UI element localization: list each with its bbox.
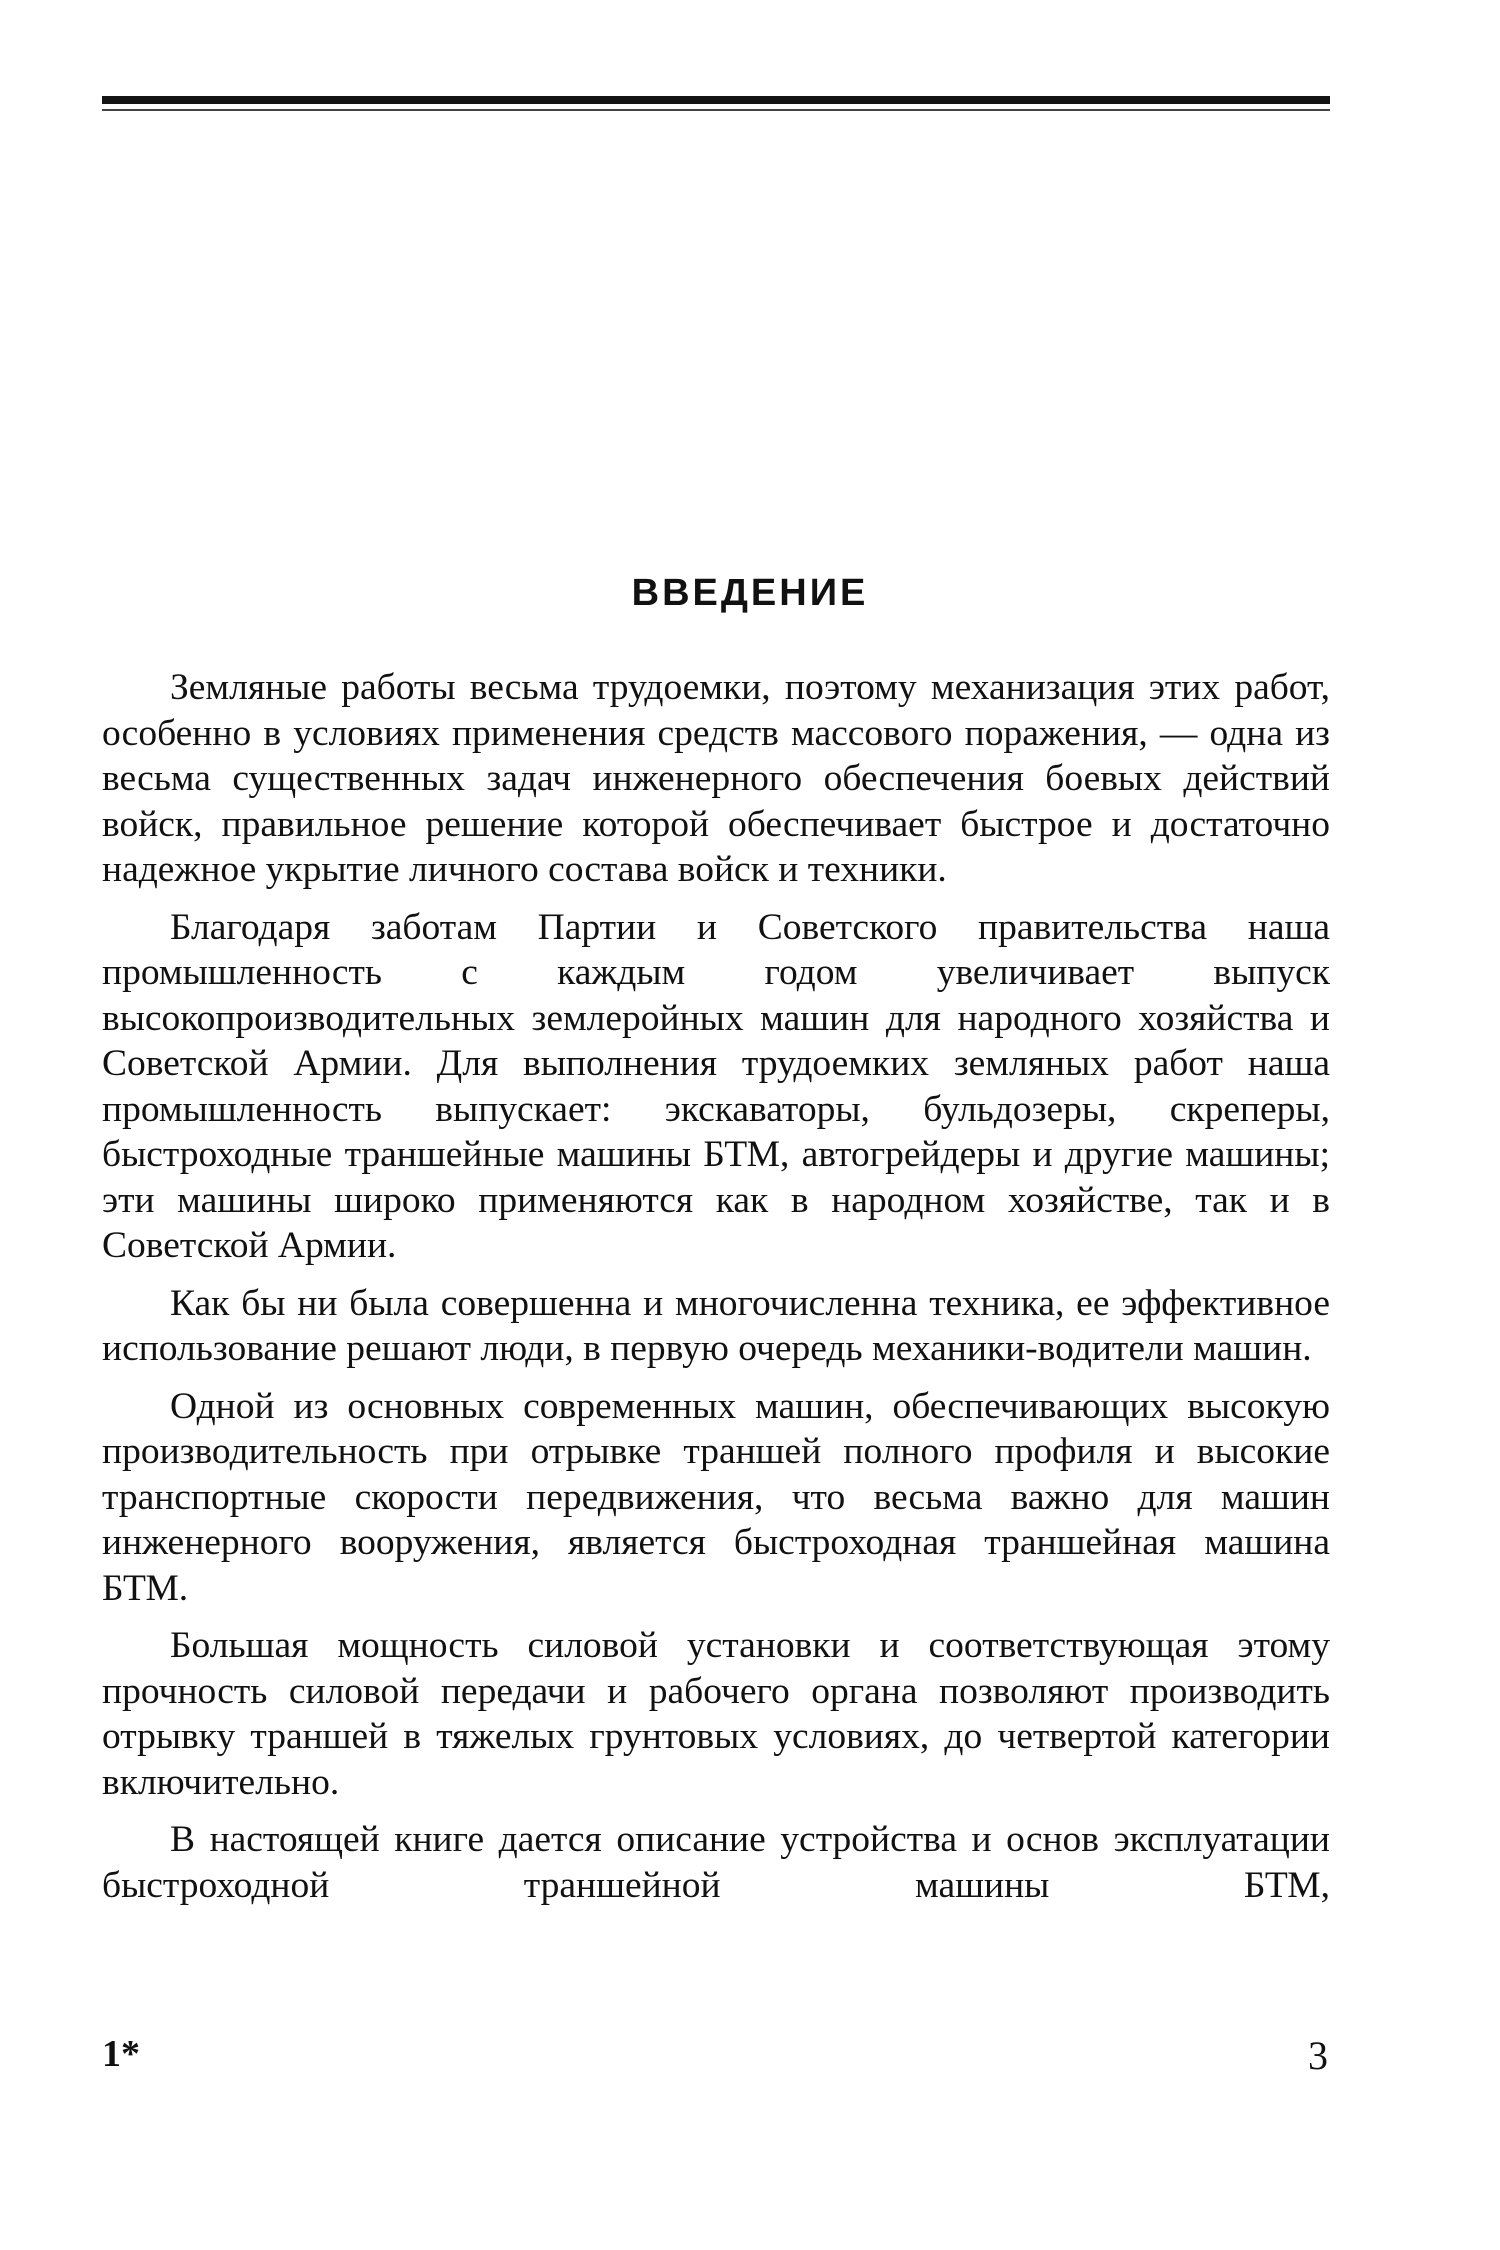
paragraph-3: Как бы ни была совершенна и многочисленна техника, ее эффективное использование решают люди, в первую очередь механики-водители машин.	[102, 1282, 1330, 1369]
paragraph-4: Одной из основных современных машин, обеспечивающих высокую производительность при отрывке траншей полного профиля и высокие транспортные скорости передвижения, что весьма важно для машин инженерного вооружения, является быстроходная траншейная машина БТМ.	[102, 1385, 1330, 1609]
paragraph-2: Благодаря заботам Партии и Советского правительства наша промышленность с каждым годом увеличивает выпуск высокопроизводительных землеройных машин для народного хозяйства и Советской Армии. Для выполнения трудоемких земляных работ наша промышленность выпускает: экскаваторы, бульдозеры, скреперы, быстроходные траншейные машины БТМ, автогрейдеры и другие машины; эти машины широко применяются как в народном хозяйстве, так и в Советской Армии.	[102, 906, 1330, 1266]
signature-mark: 1*	[102, 2033, 140, 2075]
page-number: 3	[1308, 2033, 1328, 2078]
top-rule	[102, 96, 1330, 104]
paragraph-6: В настоящей книге дается описание устройства и основ эксплуатации быстроходной траншейной машины БТМ,	[102, 1819, 1330, 1906]
body-text	[102, 665, 1330, 1920]
top-rule-thin	[102, 109, 1330, 111]
chapter-title: ВВЕДЕНИЕ	[631, 572, 869, 614]
paragraph-5: Большая мощность силовой установки и соответствующая этому прочность силовой передачи и рабочего органа позволяют производить отрывку траншей в тяжелых грунтовых условиях, до четвертой категории включительно.	[102, 1625, 1330, 1803]
paragraph-1: Земляные работы весьма трудоемки, поэтому механизация этих работ, особенно в условиях применения средств массового поражения, — одна из весьма существенных задач инженерного обеспечения боевых действий войск, правильное решение которой обеспечивает быстрое и достаточно надежное укрытие личного состава войск и техники.	[102, 667, 1330, 890]
